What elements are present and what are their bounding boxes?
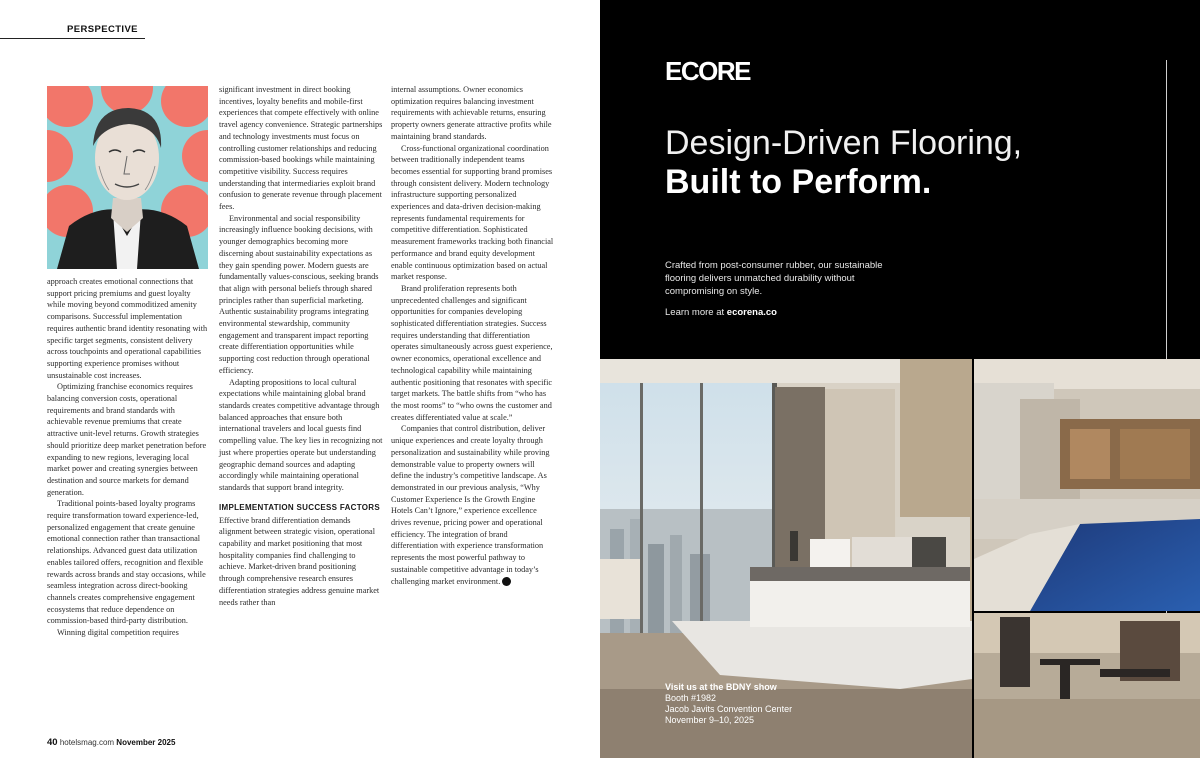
paragraph: approach creates emotional connections that support pricing premiums and guest loyalty while moving beyond commoditized amenity comparisons. Successful implementation requires authentic brand identity resonating with specific target segments, consistent delivery across touchpoints and operational capabilities supporting experience promises without unsustainable cost increases. bbox=[47, 277, 208, 380]
ad-learn-more bbox=[665, 307, 777, 318]
headline-line-1: Design-Driven Flooring, bbox=[665, 124, 1023, 162]
section-label: PERSPECTIVE bbox=[67, 24, 138, 35]
spa-pool-photo bbox=[974, 359, 1200, 611]
paragraph: Effective brand differentiation demands alignment between strategic vision, operational capability and market positioning that most hospitality companies find challenging to achieve. Market-driven brand positioning through comprehensive research ensures differentiation strategies address genuine market needs rather than bbox=[219, 515, 380, 607]
page-footer bbox=[47, 737, 175, 748]
portrait-illustration bbox=[47, 86, 208, 269]
paragraph: Cross-functional organizational coordination between traditionally independent teams becomes essential for supporting brand promises through consistent delivery. Modern technology infrastructure supporting personalized experiences and data-driven decision-making represents fundamental requirements for competitive differentiation. Sophisticated measurement frameworks tracking both financial performance and brand equity development enable continuous optimization based on actual market response. bbox=[391, 143, 554, 282]
advertisement bbox=[600, 0, 1200, 758]
brand-logo: ECORE bbox=[665, 56, 750, 86]
learn-prefix: Learn more at bbox=[665, 307, 727, 318]
section-rule bbox=[0, 38, 145, 39]
article-column-3 bbox=[391, 84, 555, 587]
subheading: IMPLEMENTATION SUCCESS FACTORS bbox=[219, 502, 381, 512]
show-title: Visit us at the BDNY show bbox=[665, 682, 777, 692]
show-booth: Booth #1982 bbox=[665, 693, 717, 703]
ad-url-link[interactable]: ecorena.co bbox=[726, 307, 777, 318]
paragraph: Brand proliferation represents both unprecedented challenges and significant opportunities for companies developing sophisticated differentiation strategies. Success requires understanding that differentiation operates simultaneously across guest experience, owner economics, operational excellence and technological capability while maintaining authentic positioning that resonates with specific target markets. The battle shifts from “who has the most rooms” to “who owns the customer and creates differentiated value at scale.” bbox=[391, 283, 553, 422]
paragraph: Environmental and social responsibility increasingly influence booking decisions, with younger demographics becoming more discerning about sustainability expectations as they gain spending power. Modern guests are fundamentally values-conscious, seeking brands that align with personal beliefs through shared principles rather than superficial marketing. Authentic sustainability programs integrating environmental stewardship, community engagement and transparent impact reporting create differentiation opportunities while supporting cost reduction through operational efficiency. bbox=[219, 213, 379, 375]
paragraph: Winning digital competition requires bbox=[57, 628, 179, 638]
issue-date: November 2025 bbox=[116, 738, 176, 747]
show-venue: Jacob Javits Convention Center bbox=[665, 704, 793, 714]
article-column-1 bbox=[47, 276, 209, 639]
show-info bbox=[665, 682, 792, 726]
paragraph: Adapting propositions to local cultural expectations while maintaining global brand standards creates competitive advantage through balanced approaches that ensure both international travelers and local guests find compelling value. The key lies in recognizing not just where properties operate but understanding geographic demand sources and adapting accordingly while maintaining operational standards that support brand integrity. bbox=[219, 377, 383, 492]
paragraph: significant investment in direct booking incentives, loyalty benefits and mobile-first experiences that compete effectively with online travel agency convenience. Strategic partnerships and technology investments must focus on controlling customer relationships and reducing commission-based bookings while maintaining competitive visibility. Success requires understanding that intermediaries exploit brand confusion to generate revenue through placement fees. bbox=[219, 85, 383, 212]
end-mark-icon: H bbox=[502, 577, 511, 586]
paragraph-final bbox=[391, 423, 555, 587]
ad-headline bbox=[665, 124, 1022, 202]
gym-photo bbox=[974, 613, 1200, 758]
paragraph: internal assumptions. Owner economics optimization requires balancing investment requirements with achievable returns, ensuring property owners generate attractive profits while maintaining brand standards. bbox=[391, 85, 552, 141]
site-name: hotelsmag.com bbox=[59, 738, 115, 747]
author-portrait bbox=[47, 86, 208, 269]
paragraph: Traditional points-based loyalty programs require transformation toward experience-led, personalized engagement that create genuine emotional connection rather than transactional relationships. Advanced guest data utilization enables tailored offers, recognition and flexible rewards across brands and stay occasions, while seamless integration across direct-booking channels creates comprehensive engagement ecosystems that reduce dependence on commission-based third-party distribution. bbox=[47, 499, 206, 626]
page-number: 40 bbox=[47, 737, 58, 748]
show-dates: November 9–10, 2025 bbox=[665, 715, 755, 725]
article-column-2 bbox=[219, 84, 383, 608]
paragraph: Optimizing franchise economics requires balancing conversion costs, operational requirements and brand standards with achievable revenue premiums that create attractive unit-level returns. Growth strategies should prioritize deep market penetration before expanding to new regions, leveraging local market power and creating synergies between destination and source markets for demand generation. bbox=[47, 382, 207, 497]
headline-line-2: Built to Perform. bbox=[665, 163, 932, 201]
paragraph-text: Companies that control distribution, deliver unique experiences and create loyalty through personalization and sustainability while proving demonstrable value to property owners will define the industry’s competitive landscape. As demonstrated in our previous analysis, “Why Customer Experience Is the Growth Engine Hotels Can’t Ignore,” experience excellence drives revenue, pricing power and operational efficiency. The integration of brand differentiation with experience transformation represents the most powerful pathway to sustainable competitive advantage in today’s challenging market environment. bbox=[391, 424, 550, 586]
ad-body-copy: Crafted from post-consumer rubber, our sustainable flooring delivers unmatched durability without compromising on style. bbox=[665, 260, 883, 297]
